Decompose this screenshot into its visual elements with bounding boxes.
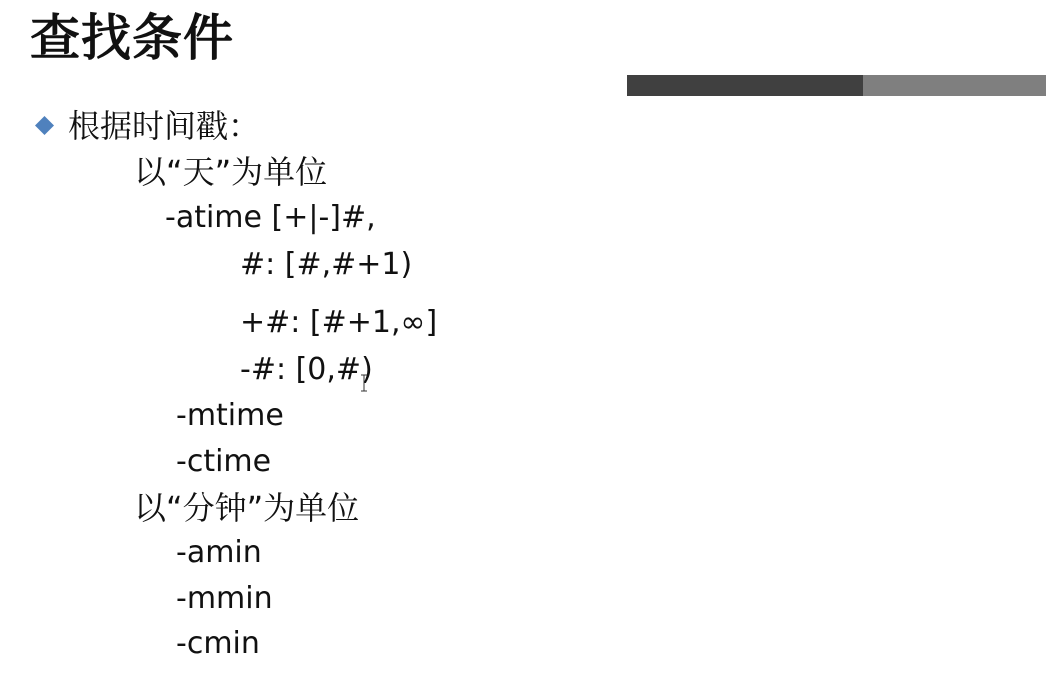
ctime-option: -ctime [176, 444, 272, 479]
slide-title: 查找条件 [30, 9, 234, 67]
mtime-option: -mtime [176, 398, 284, 433]
mmin-option: -mmin [176, 581, 273, 616]
accent-bar-light-segment [863, 75, 1046, 96]
atime-option: -atime [+|-]#, [165, 200, 376, 235]
range-exact: #: [#,#+1) [240, 247, 413, 282]
range-plus: +#: [#+1,∞] [240, 305, 438, 340]
title-accent-bar [627, 75, 1046, 96]
accent-bar-dark-segment [627, 75, 863, 96]
diamond-bullet-icon [35, 116, 54, 135]
text-cursor-icon [360, 374, 368, 392]
timestamp-heading: 根据时间戳： [68, 107, 261, 145]
minute-unit-label: 以“分钟”为单位 [134, 489, 360, 527]
range-minus: -#: [0,#) [240, 352, 373, 387]
day-unit-label: 以“天”为单位 [134, 153, 328, 191]
cmin-option: -cmin [176, 626, 260, 661]
amin-option: -amin [176, 535, 262, 570]
